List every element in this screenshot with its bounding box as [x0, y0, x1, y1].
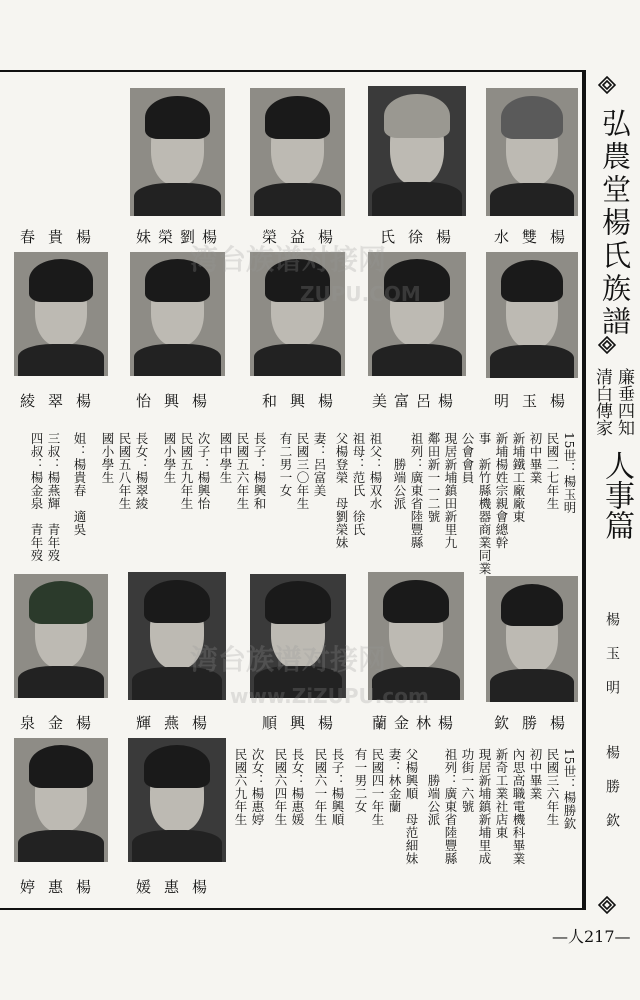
bio-text-column: 祖父：楊双水 [368, 432, 383, 510]
bio-text-column: 長子：楊興和 [252, 432, 267, 510]
bio-text-column: 新奇工業社店東 [494, 748, 509, 839]
bio-text-column: 新埔楊姓宗親會總幹 [494, 432, 509, 549]
bio-text-column: 現居新埔鎮田新里九 [443, 432, 458, 549]
bio-text-column: 四叔：楊金泉 青年歿 [29, 432, 44, 562]
bio-text-column: 祖母：范氏 徐氏 [351, 432, 366, 536]
side-name-1: 楊玉明 [604, 612, 620, 714]
bio-text-column: 功街一六號 [460, 748, 475, 813]
bio-text-column: 妻：呂富美 [312, 432, 327, 497]
bio-text-column: 有一男二女 [353, 748, 368, 813]
watermark-text: 湾台族谱对接网 [190, 643, 387, 676]
bio-text-column: 民國六一年生 [313, 748, 328, 826]
motto-a: 廉垂四知 [614, 368, 634, 436]
photo-caption: 妹榮劉楊 [136, 228, 225, 246]
bio-text-column: 姐：楊貴春 適吳 [72, 432, 87, 536]
portrait-photo [486, 252, 578, 378]
bio-text-column: 勝端公派 [426, 748, 441, 826]
bio-text-column: 民國四一年生 [370, 748, 385, 826]
bio-text-column: 初中畢業 [528, 748, 543, 800]
portrait-photo [486, 88, 578, 216]
bio-text-column: 15世：楊玉明 [562, 432, 577, 514]
bio-text-column: 內思高職電機科畢業 [511, 748, 526, 865]
bio-text-column: 民國五八年生 [117, 432, 132, 510]
photo-caption: 怡興楊 [136, 392, 221, 410]
bio-text-column: 現居新埔鎮新埔里成 [477, 748, 492, 865]
watermark-text: 湾台族谱对接网 [190, 243, 387, 276]
photo-caption: 蘭金林楊 [372, 714, 461, 732]
portrait-photo [368, 572, 464, 700]
bio-text-column: 次女：楊惠婷 [250, 748, 265, 826]
bio-text-column: 事 新竹縣機器商業同業 [477, 432, 492, 575]
portrait-photo [14, 738, 108, 862]
bio-text-column: 有二男一女 [278, 432, 293, 497]
bio-text-column: 長女：楊翠綾 [134, 432, 149, 510]
photo-caption: 泉金楊 [20, 714, 105, 732]
portrait-photo [14, 88, 106, 214]
portrait-photo [250, 88, 345, 216]
bio-text-column: 父楊興順 母范細妹 [404, 748, 419, 865]
portrait-photo [250, 574, 346, 698]
portrait-photo [128, 738, 226, 862]
title-divider [584, 70, 586, 910]
page-number: —人217— [552, 927, 631, 946]
knot-ornament-icon [598, 336, 616, 354]
bio-text-column: 民國二七年生 [545, 432, 560, 510]
bio-text-column: 三叔：楊燕輝 青年歿 [46, 432, 61, 562]
photo-caption: 輝燕楊 [136, 714, 221, 732]
bio-text-column: 長女：楊惠媛 [290, 748, 305, 826]
genealogy-title: 弘農堂楊氏族譜 [598, 108, 632, 339]
bio-text-column: 民國六四年生 [273, 748, 288, 826]
bio-text-column: 民國五九年生 [179, 432, 194, 510]
photo-caption: 榮益楊 [262, 228, 347, 246]
section-title: 人事篇 [599, 450, 634, 540]
side-name-2: 楊勝欽 [604, 745, 620, 847]
watermark-text: ZUPU.COM [300, 282, 421, 306]
bio-text-column: 妻：林金蘭 [387, 748, 402, 813]
portrait-photo [14, 574, 108, 698]
bio-text-column: 國小學生 [162, 432, 177, 484]
portrait-photo [368, 86, 466, 216]
bio-text-column: 國小學生 [100, 432, 115, 484]
bio-text-column: 初中畢業 [528, 432, 543, 484]
bio-text-column: 新埔鐵工廠廠東 [511, 432, 526, 523]
bio-text-column: 公會會員 [460, 432, 475, 484]
motto-b: 清白傳家 [592, 368, 612, 436]
photo-caption: 欽勝楊 [494, 714, 579, 732]
watermark-text: www.ZiZUPU.com [230, 684, 429, 708]
bio-text-column: 國中學生 [218, 432, 233, 484]
photo-caption: 美富呂楊 [372, 392, 461, 410]
bio-text-column: 民國五六年生 [235, 432, 250, 510]
bio-text-column: 祖列：廣東省陸豐縣 [409, 432, 424, 549]
bio-text-column: 次子：楊興怡 [196, 432, 211, 510]
photo-caption: 和興楊 [262, 392, 347, 410]
knot-ornament-icon [598, 76, 616, 94]
bio-text-column: 民國三〇年生 [295, 432, 310, 510]
photo-caption: 綾翠楊 [20, 392, 105, 410]
photo-caption: 氏徐楊 [380, 228, 465, 246]
portrait-photo [486, 576, 578, 702]
photo-caption: 春貴楊 [20, 228, 105, 246]
bio-text-column: 父楊登榮 母劉榮妹 [334, 432, 349, 549]
photo-caption: 明玉楊 [494, 392, 579, 410]
bio-text-column: 15世：楊勝欽 [562, 748, 577, 830]
photo-caption: 順興楊 [262, 714, 347, 732]
bio-text-column: 祖列：廣東省陸豐縣 [443, 748, 458, 865]
photo-caption: 媛惠楊 [136, 878, 221, 896]
knot-ornament-icon [598, 896, 616, 914]
photo-caption: 水雙楊 [494, 228, 579, 246]
bio-text-column: 鄰田新一一二號 [426, 432, 441, 523]
bio-text-column: 民國三六年生 [545, 748, 560, 826]
photo-caption: 婷惠楊 [20, 878, 105, 896]
portrait-photo [128, 572, 226, 700]
bio-text-column: 長子：楊興順 [330, 748, 345, 826]
bio-text-column: 勝端公派 [392, 432, 407, 510]
portrait-photo [14, 252, 108, 376]
bio-text-column: 民國六九年生 [233, 748, 248, 826]
portrait-photo [130, 88, 225, 216]
